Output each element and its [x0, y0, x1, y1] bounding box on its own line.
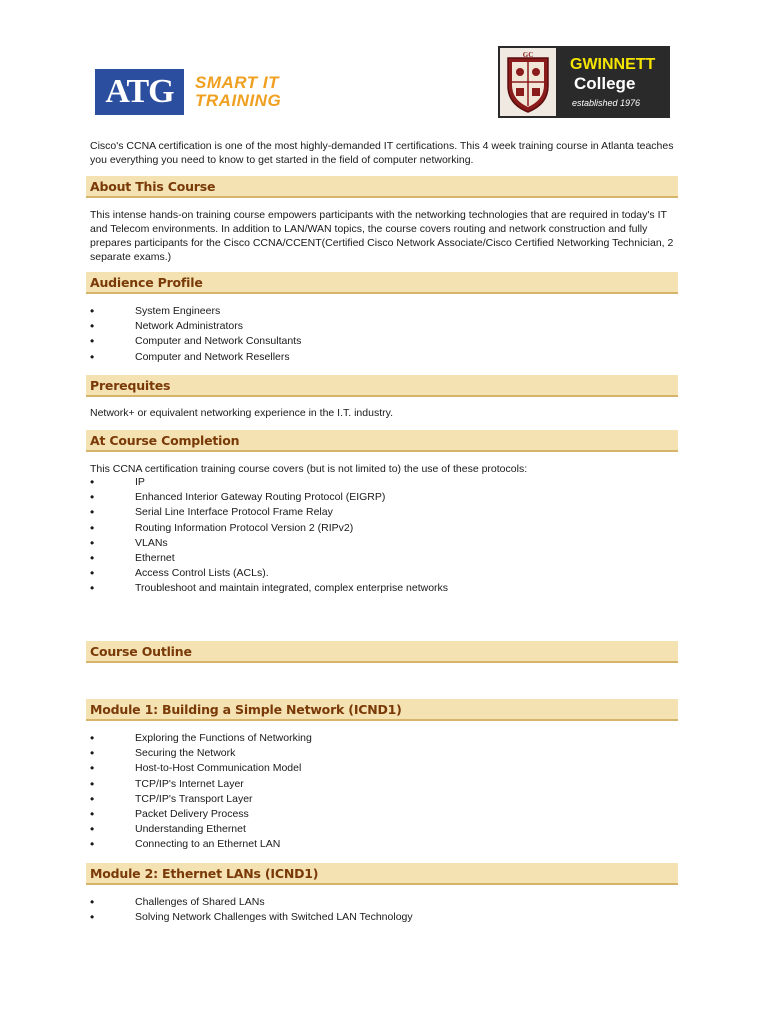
module1-list [90, 731, 680, 853]
section-header-module2 [86, 863, 678, 885]
section-header-module1 [86, 699, 678, 721]
list-item: • Enhanced Interior Gateway Routing Protocol (EIGRP) [90, 490, 680, 505]
list-item: • Exploring the Functions of Networking [90, 731, 680, 746]
list-item: • Computer and Network Consultants [90, 334, 680, 349]
gwinnett-college-logo [498, 46, 670, 118]
section-header-prereq [86, 375, 678, 397]
list-item: • Network Administrators [90, 319, 680, 334]
atg-tagline-line2: TRAINING [195, 91, 282, 110]
about-paragraph: This intense hands-on training course empowers participants with the networking technologies that are required in today's IT and Telecom environments. In addition to LAN/WAN topics, the course covers routing and network construction and fully prepares participants for the Cisco CCNA/CCENT(Certified Cisco Network Associate/Cisco Certified Networking Technician, 2 separate exams.) [90, 209, 674, 263]
list-item: • Troubleshoot and maintain integrated, complex enterprise networks [90, 581, 680, 596]
intro-paragraph: Cisco's CCNA certification is one of the most highly-demanded IT certifications. This 4 week training course in Atlanta teaches you everything you need to know to get started in the field of computer networking. [90, 140, 674, 166]
list-item: • Solving Network Challenges with Switched LAN Technology [90, 910, 680, 925]
section-header-completion [86, 430, 678, 452]
prereq-paragraph: Network+ or equivalent networking experience in the I.T. industry. [90, 407, 394, 419]
protocol-list [90, 475, 680, 597]
list-item: • Ethernet [90, 551, 680, 566]
section-title: About This Course [90, 178, 216, 194]
list-item: • Connecting to an Ethernet LAN [90, 837, 680, 852]
list-item: • IP [90, 475, 680, 490]
list-item: • Securing the Network [90, 746, 680, 761]
list-item: • Host-to-Host Communication Model [90, 761, 680, 776]
section-title: Audience Profile [90, 274, 203, 290]
section-header-audience [86, 272, 678, 294]
list-item: • Challenges of Shared LANs [90, 895, 680, 910]
section-title: Module 2: Ethernet LANs (ICND1) [90, 865, 319, 881]
list-item: • Access Control Lists (ACLs). [90, 566, 680, 581]
module2-list [90, 895, 680, 925]
college-seal-icon [500, 48, 556, 116]
atg-tagline [195, 74, 281, 110]
section-title: At Course Completion [90, 432, 240, 448]
list-item: • TCP/IP's Internet Layer [90, 777, 680, 792]
list-item: • Routing Information Protocol Version 2 (RIPv2) [90, 521, 680, 536]
completion-paragraph: This CCNA certification training course covers (but is not limited to) the use of these protocols: [90, 463, 528, 475]
college-name-line1: GWINNETT [570, 56, 656, 73]
college-established: established 1976 [572, 98, 641, 108]
list-item: • TCP/IP's Transport Layer [90, 792, 680, 807]
college-name [570, 56, 655, 108]
list-item: • Packet Delivery Process [90, 807, 680, 822]
college-name-line2: College [574, 74, 636, 93]
audience-list [90, 304, 680, 365]
list-item: • Serial Line Interface Protocol Frame Relay [90, 505, 680, 520]
seal-letters: GC [522, 51, 534, 59]
atg-logo-mark: ATG [95, 69, 187, 115]
list-item: • Understanding Ethernet [90, 822, 680, 837]
section-title: Module 1: Building a Simple Network (ICND1) [90, 701, 402, 717]
section-header-about [86, 176, 678, 198]
list-item: • Computer and Network Resellers [90, 350, 680, 365]
section-title: Prerequites [90, 377, 171, 393]
list-item: • System Engineers [90, 304, 680, 319]
atg-logo [95, 68, 315, 116]
atg-tagline-line1: SMART IT [195, 73, 279, 92]
section-title: Course Outline [90, 643, 192, 659]
list-item: • VLANs [90, 536, 680, 551]
section-header-outline [86, 641, 678, 663]
